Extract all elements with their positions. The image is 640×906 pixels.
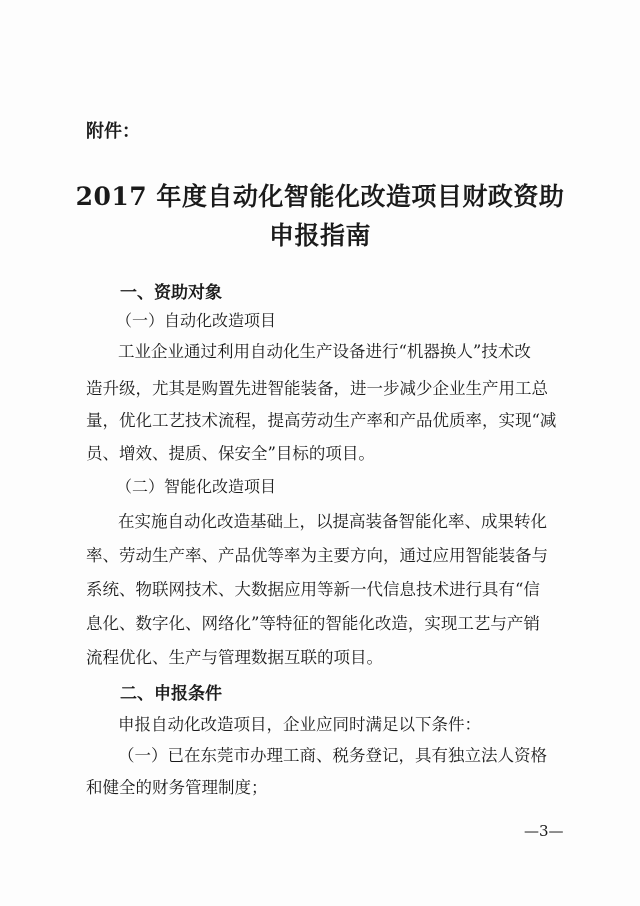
section-heading-funding-targets: 一、资助对象 bbox=[120, 283, 222, 303]
section-heading-application-conditions: 二、申报条件 bbox=[120, 684, 222, 704]
paragraph-line: 系统、物联网技术、大数据应用等新一代信息技术进行具有“信 bbox=[86, 580, 540, 599]
paragraph-line: 造升级，尤其是购置先进智能装备，进一步减少企业生产用工总 bbox=[86, 379, 548, 398]
document-title-line-2: 申报指南 bbox=[268, 221, 371, 250]
paragraph-line: 和健全的财务管理制度； bbox=[86, 778, 268, 797]
paragraph-line: 量，优化工艺技术流程，提高劳动生产率和产品优质率，实现“减 bbox=[86, 411, 557, 430]
document-title-line-1: 2017 年度自动化智能化改造项目财政资助 bbox=[75, 182, 565, 211]
subsection-heading-intelligent: （二）智能化改造项目 bbox=[116, 477, 277, 496]
page-number: —3— bbox=[524, 822, 564, 840]
subsection-heading-automation: （一）自动化改造项目 bbox=[116, 311, 277, 330]
paragraph-line: 率、劳动生产率、产品优等率为主要方向，通过应用智能装备与 bbox=[86, 546, 548, 565]
paragraph-line: 息化、数字化、网络化”等特征的智能化改造，实现工艺与产销 bbox=[86, 614, 540, 633]
attachment-label: 附件： bbox=[86, 121, 140, 142]
paragraph-line: 员、增效、提质、保安全”目标的项目。 bbox=[86, 444, 375, 463]
paragraph-line: 在实施自动化改造基础上，以提高装备智能化率、成果转化 bbox=[118, 512, 547, 531]
paragraph-line: 申报自动化改造项目，企业应同时满足以下条件： bbox=[118, 715, 481, 734]
paragraph-line: 工业企业通过利用自动化生产设备进行“机器换人”技术改 bbox=[118, 342, 531, 361]
paragraph-line: 流程优化、生产与管理数据互联的项目。 bbox=[86, 648, 383, 667]
paragraph-line: （一）已在东莞市办理工商、税务登记，具有独立法人资格 bbox=[118, 746, 547, 765]
